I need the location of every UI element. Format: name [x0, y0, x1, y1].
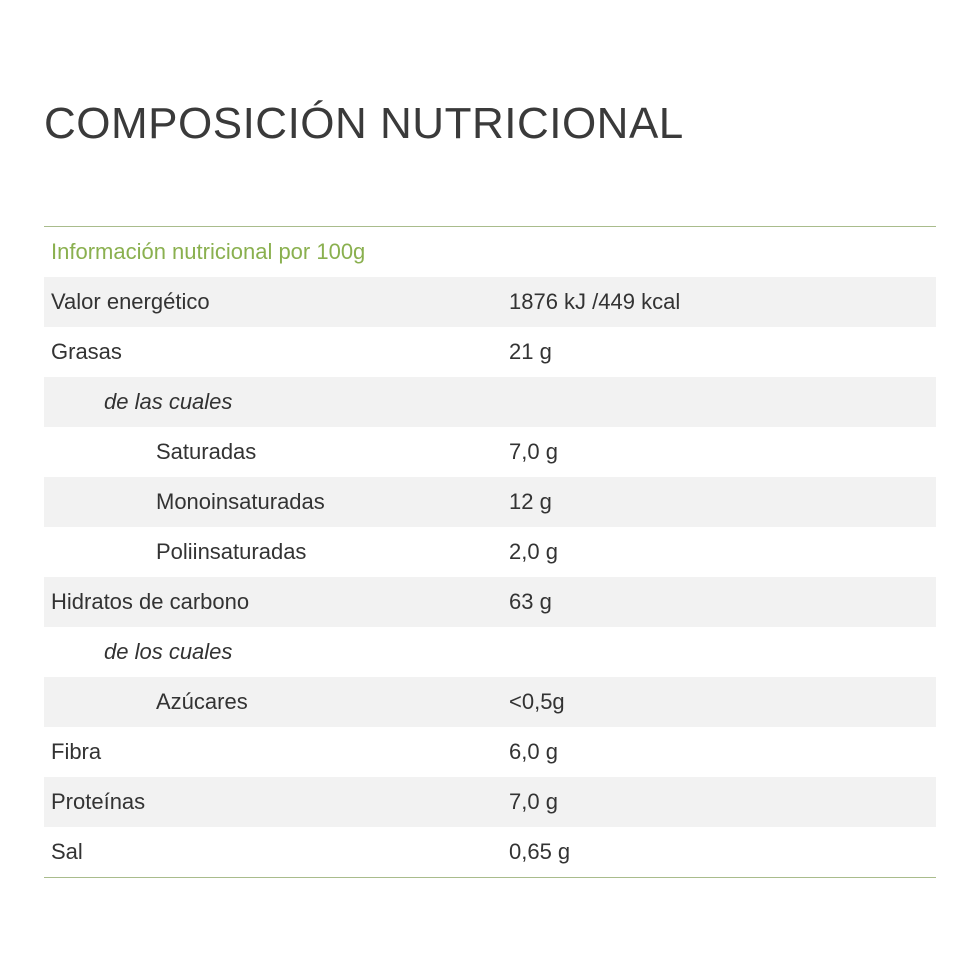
- table-row-sugars: [44, 677, 936, 727]
- table-row-energy: [44, 277, 936, 327]
- row-value: 21 g: [509, 339, 552, 364]
- row-label: de las cuales: [104, 389, 233, 414]
- row-label: Azúcares: [156, 689, 248, 714]
- table-row-fat-subheading: [44, 377, 936, 427]
- table-row-fibre: [44, 727, 936, 777]
- row-value: 7,0 g: [509, 439, 558, 464]
- table-row-protein: [44, 777, 936, 827]
- row-label: Poliinsaturadas: [156, 539, 307, 564]
- row-value: 63 g: [509, 589, 552, 614]
- row-label: Valor energético: [51, 289, 210, 314]
- row-value: 7,0 g: [509, 789, 558, 814]
- row-value: 6,0 g: [509, 739, 558, 764]
- row-value: 12 g: [509, 489, 552, 514]
- table-row-fat: [44, 327, 936, 377]
- table-row-polyunsaturated: [44, 527, 936, 577]
- table-row-carbs-subheading: [44, 627, 936, 677]
- row-label: Fibra: [51, 739, 102, 764]
- row-value: 0,65 g: [509, 839, 571, 864]
- row-label: Hidratos de carbono: [51, 589, 250, 614]
- nutrition-table: [44, 226, 936, 878]
- table-row-monounsaturated: [44, 477, 936, 527]
- page-title: COMPOSICIÓN NUTRICIONAL: [44, 99, 684, 148]
- row-value: <0,5g: [509, 689, 565, 714]
- table-row-salt: [44, 827, 936, 877]
- row-label: Proteínas: [51, 789, 146, 814]
- row-value: 1876 kJ /449 kcal: [509, 289, 681, 314]
- row-label: Sal: [51, 839, 83, 864]
- row-label: de los cuales: [104, 639, 233, 664]
- table-row-saturated: [44, 427, 936, 477]
- table-caption: Información nutricional por 100g: [51, 239, 366, 264]
- row-value: 2,0 g: [509, 539, 558, 564]
- row-label: Grasas: [51, 339, 122, 364]
- table-row-carbohydrates: [44, 577, 936, 627]
- row-label: Saturadas: [156, 439, 257, 464]
- row-label: Monoinsaturadas: [156, 489, 325, 514]
